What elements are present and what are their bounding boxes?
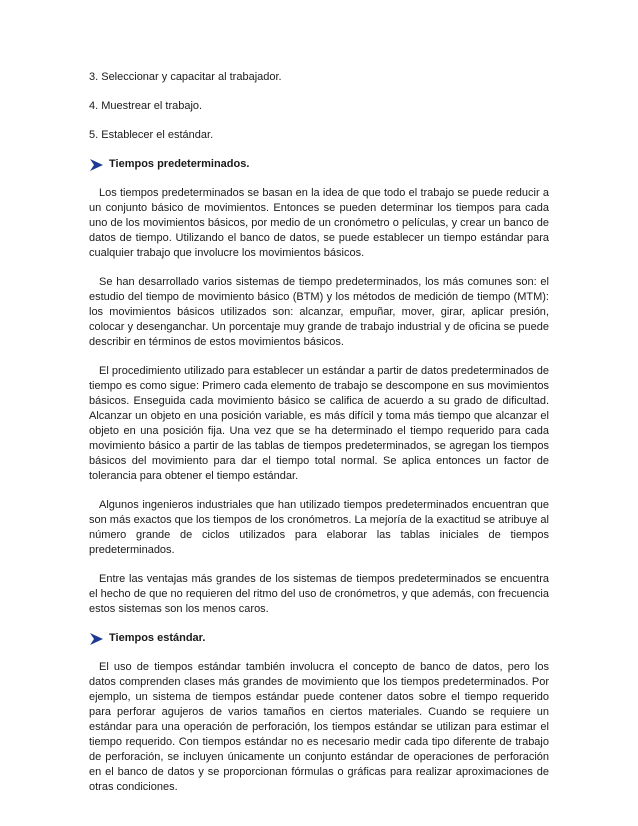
section-heading-text: Tiempos estándar. <box>109 632 206 644</box>
arrow-bullet-icon <box>89 159 103 171</box>
section-heading-tiempos-predeterminados <box>89 157 549 172</box>
arrow-bullet-icon <box>89 633 103 645</box>
paragraph: El procedimiento utilizado para establecer un estándar a partir de datos predeterminados de tiempo es como sigue: Primero cada elemento de trabajo se descompone en sus movimientos básicos. Enseguida cada movimiento básico se califica de acuerdo a su grado de dificultad. Alcanzar un objeto en una posición variable, es más difícil y toma más tiempo que alcanzar el objeto en una posición fija. Una vez que se ha determinado el tiempo requerido para cada movimiento básico a partir de las tablas de tiempos predeterminados, se agregan los tiempos básicos del movimiento para dar el tiempo total normal. Se aplica entonces un factor de tolerancia para obtener el tiempo estándar. <box>89 365 549 482</box>
document-body <box>89 70 549 809</box>
section-heading-tiempos-estandar <box>89 631 549 646</box>
paragraph: Se han desarrollado varios sistemas de tiempo predeterminados, los más comunes son: el estudio del tiempo de movimiento básico (BTM) y los métodos de medición de tiempo (MTM): los movimientos básicos utilizados son: alcanzar, empuñar, mover, girar, aplicar presión, colocar y desenganchar. Un porcentaje muy grande de trabajo industrial y de oficina se puede describir en términos de estos movimientos básicos. <box>89 276 549 348</box>
paragraph: Los tiempos predeterminados se basan en la idea de que todo el trabajo se puede reducir a un conjunto básico de movimientos. Entonces se pueden determinar los tiempos para cada uno de los movimientos básicos, por medio de un cronómetro o películas, y crear un banco de datos de tiempo. Utilizando el banco de datos, se puede establecer un tiempo estándar para cualquier trabajo que involucre los movimientos básicos. <box>89 187 549 259</box>
list-item-4: 4. Muestrear el trabajo. <box>89 100 203 112</box>
paragraph: El uso de tiempos estándar también involucra el concepto de banco de datos, pero los datos comprenden clases más grandes de movimiento que los tiempos predeterminados. Por ejemplo, un sistema de tiempos estándar puede contener datos sobre el tiempo requerido para perforar agujeros de varios tamaños en ciertos materiales. Cuando se requiere un estándar para una operación de perforación, los tiempos estándar se utilizan para estimar el tiempo requerido. Con tiempos estándar no es necesario medir cada tipo diferente de trabajo de perforación, se incluyen únicamente un conjunto estándar de operaciones de perforación en el banco de datos y se proporcionan fórmulas o gráficas para realizar aproximaciones de otras condiciones. <box>89 661 549 793</box>
list-item-5: 5. Establecer el estándar. <box>89 129 214 141</box>
paragraph: Algunos ingenieros industriales que han utilizado tiempos predeterminados encuentran que son más exactos que los tiempos de los cronómetros. La mejoría de la exactitud se atribuye al número grande de ciclos utilizados para elaborar las tablas iniciales de tiempos predeterminados. <box>89 499 549 556</box>
paragraph: Entre las ventajas más grandes de los sistemas de tiempos predeterminados se encuentra el hecho de que no requieren del ritmo del uso de cronómetros, y que además, con frecuencia estos sistemas son los menos caros. <box>89 573 549 615</box>
section-heading-text: Tiempos predeterminados. <box>109 158 250 170</box>
list-item-3: 3. Seleccionar y capacitar al trabajador. <box>89 71 282 83</box>
